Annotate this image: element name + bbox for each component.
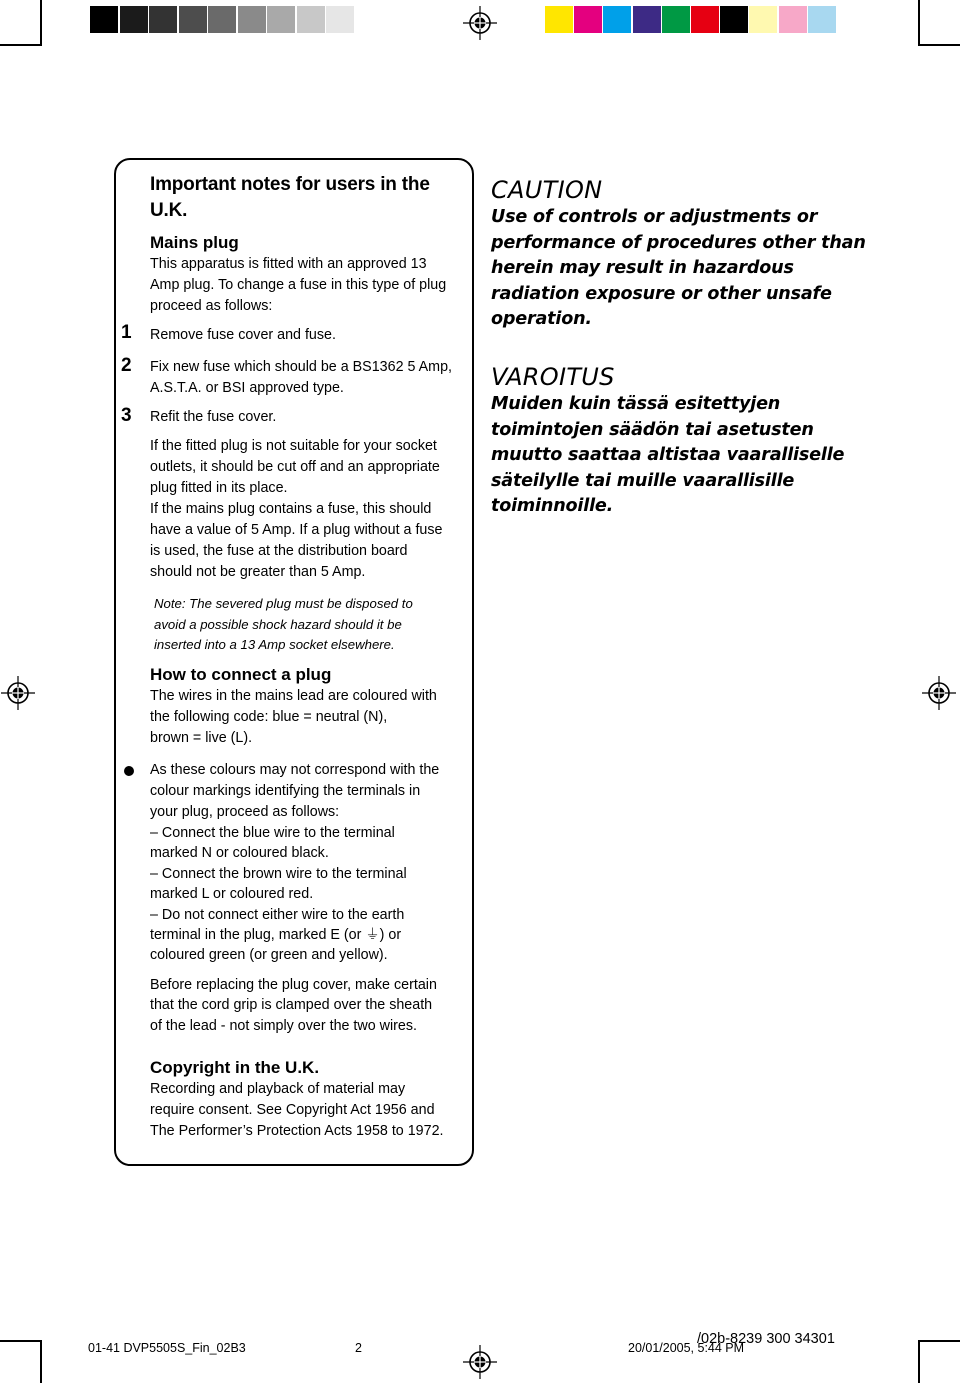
step-number: 2 xyxy=(121,355,132,376)
text-line: coloured green (or green and yellow). xyxy=(150,947,388,964)
connect-plug-heading: How to connect a plug xyxy=(150,665,332,684)
text-line: The Performer’s Protection Acts 1958 to 1972. xyxy=(150,1123,444,1139)
varoitus-title: VAROITUS xyxy=(491,363,615,391)
text-line: marked N or coloured black. xyxy=(150,845,329,862)
bullet-paragraph xyxy=(150,760,439,823)
text-line: performance of procedures other than xyxy=(491,232,866,253)
crop-mark-top-right-h xyxy=(918,44,960,46)
text-line: require consent. See Copyright Act 1956 and xyxy=(150,1102,435,1118)
crop-mark-top-left-v xyxy=(40,0,42,46)
step-number: 1 xyxy=(121,322,132,343)
crop-mark-bottom-left-h xyxy=(0,1340,40,1342)
registration-mark-icon xyxy=(463,6,497,40)
text-line: This apparatus is fitted with an approved 13 xyxy=(150,256,427,272)
color-bar xyxy=(545,6,573,33)
text-line: – Do not connect either wire to the earth xyxy=(150,906,405,923)
text-line: colour markings identifying the terminals in xyxy=(150,783,421,799)
text-line: brown = live (L). xyxy=(150,730,253,746)
gray-bar xyxy=(267,6,295,33)
copyright-text xyxy=(150,1079,444,1142)
uk-notes-title xyxy=(150,172,470,224)
crop-mark-top-right-v xyxy=(918,0,920,46)
crop-mark-bottom-left-v xyxy=(40,1340,42,1383)
gray-bar xyxy=(90,6,118,33)
text-line: toiminnoille. xyxy=(491,496,614,517)
text-line: that the cord grip is clamped over the sheath xyxy=(150,997,433,1014)
text-line: Note: The severed plug must be disposed to xyxy=(154,596,413,611)
varoitus-text xyxy=(491,392,844,520)
color-bar xyxy=(603,6,631,33)
text-line: – Connect the blue wire to the terminal xyxy=(150,825,395,841)
gray-bar xyxy=(326,6,354,33)
text-line: have a value of 5 Amp. If a plug without a fuse xyxy=(150,522,443,538)
gray-bar xyxy=(297,6,325,33)
step-text: Remove fuse cover and fuse. xyxy=(150,327,336,343)
text-line: operation. xyxy=(491,309,592,330)
color-bar xyxy=(691,6,719,33)
registration-mark-icon xyxy=(463,1345,497,1379)
text-line: terminal in the plug, marked E (or ⏚) or xyxy=(150,927,402,944)
text-line: A.S.T.A. or BSI approved type. xyxy=(150,380,344,396)
crop-mark-bottom-right-v xyxy=(918,1340,920,1383)
color-bar xyxy=(633,6,661,33)
footer-date: 20/01/2005, 5:44 PM xyxy=(628,1341,745,1355)
gray-bar xyxy=(149,6,177,33)
crop-mark-bottom-right-h xyxy=(918,1340,960,1342)
copyright-heading: Copyright in the U.K. xyxy=(150,1058,320,1077)
gray-bar xyxy=(120,6,148,33)
color-bar xyxy=(749,6,777,33)
bullet-icon xyxy=(124,766,134,776)
text-line: herein may result in hazardous xyxy=(491,258,794,279)
title-line: Important notes for users in the xyxy=(150,174,430,195)
text-line: toimintojen säädön tai asetusten xyxy=(491,419,814,440)
connect-intro xyxy=(150,686,437,749)
text-line: Amp plug. To change a fuse in this type of plug xyxy=(150,277,447,293)
text-line: radiation exposure or other unsafe xyxy=(491,283,832,304)
text-line: Muiden kuin tässä esitettyjen xyxy=(491,394,781,414)
text-line: säteilylle tai muille vaarallisille xyxy=(491,470,795,491)
step-text xyxy=(150,357,452,399)
text-line: the following code: blue = neutral (N), xyxy=(150,709,388,725)
fuse-paragraph xyxy=(150,499,442,583)
text-line: The wires in the mains lead are coloured with xyxy=(150,688,437,704)
color-bar xyxy=(720,6,748,33)
text-line: outlets, it should be cut off and an appropriate xyxy=(150,459,440,475)
registration-mark-icon xyxy=(922,676,956,710)
gray-bar xyxy=(179,6,207,33)
text-line: If the mains plug contains a fuse, this should xyxy=(150,501,432,517)
text-line: Before replacing the plug cover, make certain xyxy=(150,977,437,993)
step-text: Refit the fuse cover. xyxy=(150,409,277,425)
caution-text xyxy=(491,205,866,333)
closing-paragraph xyxy=(150,975,437,1036)
text-line: plug fitted in its place. xyxy=(150,480,288,496)
text-line: should not be greater than 5 Amp. xyxy=(150,564,366,580)
color-bar xyxy=(574,6,602,33)
text-line: is used, the fuse at the distribution board xyxy=(150,543,408,559)
text-line: of the lead - not simply over the two wires. xyxy=(150,1017,417,1034)
step-number: 3 xyxy=(121,405,132,426)
text-line: If the fitted plug is not suitable for your socket xyxy=(150,438,437,454)
gray-bar xyxy=(208,6,236,33)
text-line: avoid a possible shock hazard should it be xyxy=(154,616,402,632)
gray-bar xyxy=(238,6,266,33)
mains-plug-intro xyxy=(150,254,446,317)
text-line: muutto saattaa altistaa vaaralliselle xyxy=(491,445,845,466)
text-line: marked L or coloured red. xyxy=(150,886,314,903)
footer-code: /02b-8239 300 34301 xyxy=(697,1331,835,1347)
text-line: As these colours may not correspond with the xyxy=(150,762,440,778)
text-line: Fix new fuse which should be a BS1362 5 Amp, xyxy=(150,359,453,375)
footer-filename: 01-41 DVP5505S_Fin_02B3 xyxy=(88,1341,246,1355)
crop-mark-top-left-h xyxy=(0,44,40,46)
text-line: Use of controls or adjustments or xyxy=(491,207,818,227)
registration-mark-icon xyxy=(1,676,35,710)
text-line: – Connect the brown wire to the terminal xyxy=(150,865,407,882)
text-line: proceed as follows: xyxy=(150,298,273,314)
text-line: Recording and playback of material may xyxy=(150,1081,406,1097)
text-line: inserted into a 13 Amp socket elsewhere. xyxy=(154,637,395,652)
title-line: U.K. xyxy=(150,200,188,221)
wire-instructions xyxy=(150,823,407,966)
color-bar xyxy=(662,6,690,33)
mains-plug-heading: Mains plug xyxy=(150,233,239,252)
caution-title: CAUTION xyxy=(491,176,603,204)
footer-page-number: 2 xyxy=(355,1341,362,1355)
color-bar xyxy=(808,6,836,33)
plug-paragraph xyxy=(150,436,440,499)
color-bar xyxy=(779,6,807,33)
text-line: your plug, proceed as follows: xyxy=(150,804,340,820)
severed-plug-note xyxy=(154,594,413,656)
